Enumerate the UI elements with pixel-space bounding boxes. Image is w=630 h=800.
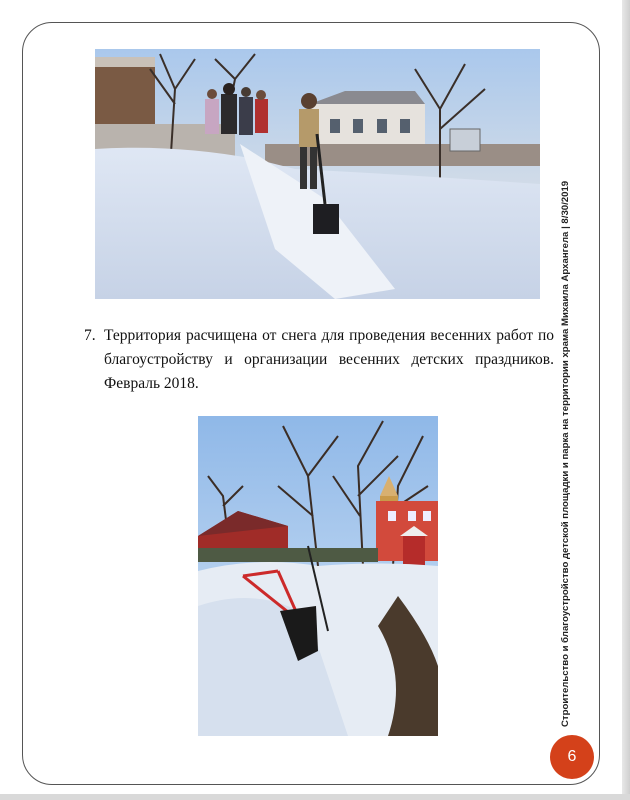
paragraph-text: Территория расчищена от снега для проведения весенних работ по благоустройству и организации весенних детских праздников. Февраль 2018. <box>104 327 554 392</box>
scroll-edge <box>622 0 630 800</box>
side-caption <box>560 181 571 727</box>
side-caption-date: 8/30/2019 <box>560 180 571 224</box>
page-number: 6 <box>567 748 577 765</box>
side-caption-separator: | <box>560 226 571 229</box>
side-caption-title: Строительство и благоустройство детской площадки и парка на территории храма Михаила Архангела <box>560 231 571 727</box>
photo-snow-clearing <box>95 49 540 299</box>
bottom-edge <box>0 794 630 800</box>
page-number-badge <box>550 735 594 779</box>
list-number: 7. <box>84 327 96 344</box>
photo-snow-shovel <box>198 416 438 736</box>
